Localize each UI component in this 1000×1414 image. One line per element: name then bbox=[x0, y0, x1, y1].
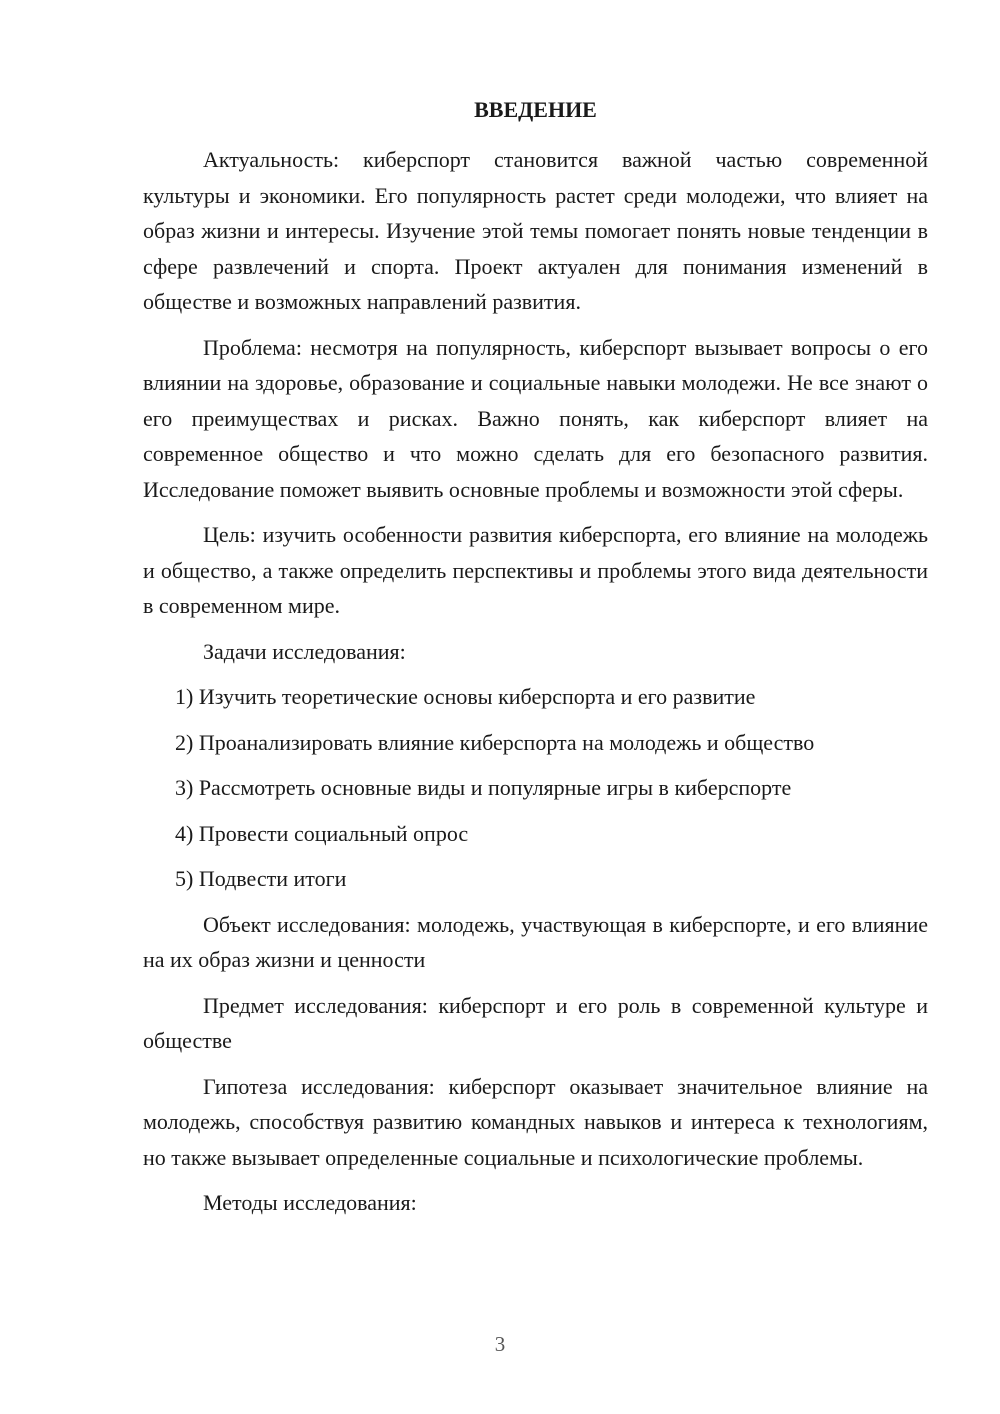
methods-heading: Методы исследования: bbox=[203, 1190, 417, 1215]
object-paragraph: Объект исследования: молодежь, участвующая в киберспорте, и его влияние на их образ жизни и ценности bbox=[143, 911, 928, 972]
goal-paragraph: Цель: изучить особенности развития киберспорта, его влияние на молодежь и общество, а также определить перспективы и проблемы этого вида деятельности в современном мире. bbox=[143, 522, 928, 618]
tasks-list bbox=[143, 679, 928, 897]
page-number: 3 bbox=[494, 1332, 506, 1356]
list-item: 3) Рассмотреть основные виды и популярные игры в киберспорте bbox=[175, 775, 792, 800]
problem-paragraph: Проблема: несмотря на популярность, киберспорт вызывает вопросы о его влиянии на здоровье, образование и социальные навыки молодежи. Не все знают о его преимуществах и рисках. Важно понять, как киберспорт влияет на современное общество и что можно сделать для его безопасного развития. Исследование поможет выявить основные проблемы и возможности этой сферы. bbox=[143, 334, 928, 502]
tasks-heading: Задачи исследования: bbox=[203, 638, 406, 664]
list-item: 5) Подвести итоги bbox=[175, 866, 347, 891]
list-item: 4) Провести социальный опрос bbox=[175, 820, 469, 846]
list-item: 2) Проанализировать влияние киберспорта на молодежь и общество bbox=[175, 729, 815, 755]
list-item: 1) Изучить теоретические основы киберспорта и его развитие bbox=[175, 684, 756, 709]
relevance-paragraph: Актуальность: киберспорт становится важной частью современной культуры и экономики. Его популярность растет среди молодежи, что влияет на образ жизни и интересы. Изучение этой темы помогает понять новые тенденции в сфере развлечений и спорта. Проект актуален для понимания изменений в обществе и возможных направлений развития. bbox=[143, 147, 928, 314]
document-page bbox=[143, 92, 928, 1231]
page-title: ВВЕДЕНИЕ bbox=[474, 97, 597, 122]
subject-paragraph: Предмет исследования: киберспорт и его роль в современной культуре и обществе bbox=[143, 992, 928, 1053]
hypothesis-paragraph: Гипотеза исследования: киберспорт оказывает значительное влияние на молодежь, способствуя развитию командных навыков и интереса к технологиям, но также вызывает определенные социальные и психологические проблемы. bbox=[143, 1073, 928, 1170]
